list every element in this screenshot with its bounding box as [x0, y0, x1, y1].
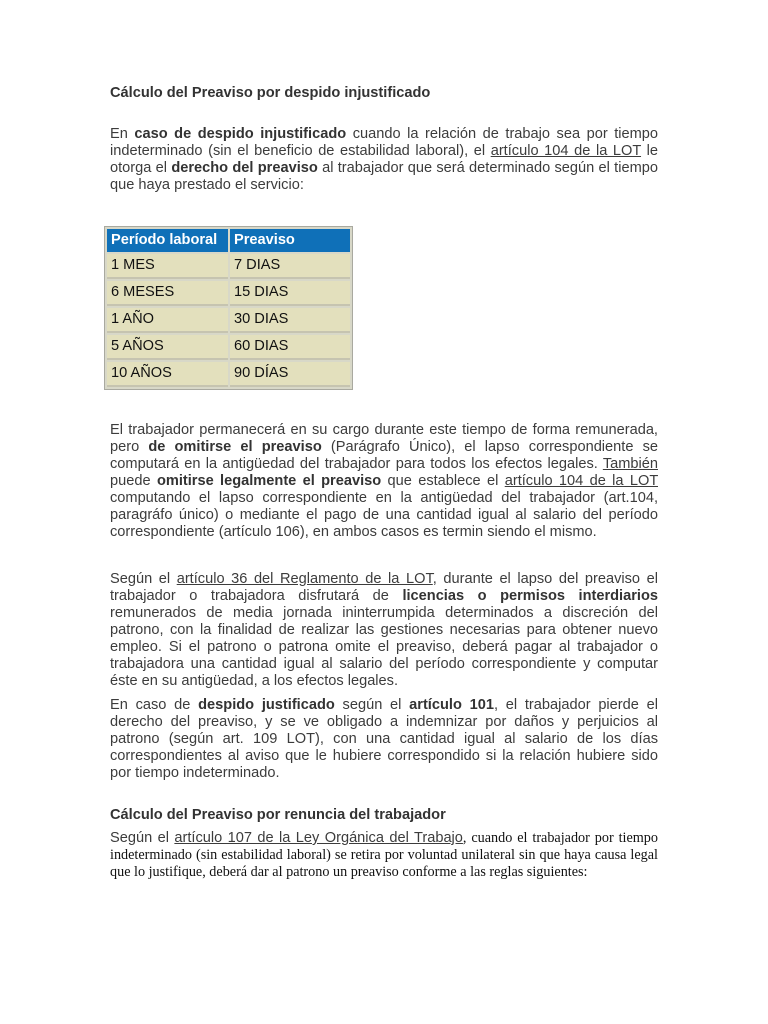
- paragraph-despido-injustificado: En caso de despido injustificado cuando la relación de trabajo sea por tiempo indeterminado (sin el beneficio de estabilidad laboral), el artículo 104 de la LOT le otorga el derecho del preaviso al trabajador que será determinado según el tiempo que haya prestado el servicio:: [110, 126, 659, 193]
- table-row: [107, 308, 350, 333]
- document-content: [110, 84, 658, 881]
- link-articulo-104[interactable]: artículo 104 de la LOT: [490, 143, 642, 159]
- bold-omitirse-legalmente: omitirse legalmente el preaviso: [156, 473, 382, 489]
- heading-preaviso-renuncia: Cálculo del Preaviso por renuncia del trabajador: [110, 807, 446, 823]
- cell-periodo: 5 AÑOS: [107, 335, 228, 360]
- cell-periodo: 1 AÑO: [107, 308, 228, 333]
- cell-preaviso: 60 DIAS: [230, 335, 350, 360]
- cell-periodo: 6 MESES: [107, 281, 228, 306]
- table-row: [107, 254, 350, 279]
- cell-preaviso: 15 DIAS: [230, 281, 350, 306]
- table-wrapper: [110, 226, 658, 390]
- table-row: [107, 335, 350, 360]
- heading-preaviso-despido-injustificado: Cálculo del Preaviso por despido injustificado: [110, 85, 431, 101]
- link-articulo-36-reglamento[interactable]: artículo 36 del Reglamento de la LOT: [176, 571, 433, 587]
- cell-preaviso: 30 DIAS: [230, 308, 350, 333]
- bold-caso-despido: caso de despido injustificado: [134, 126, 347, 142]
- table-row: [107, 362, 350, 387]
- paragraph-reglamento: Según el artículo 36 del Reglamento de la LOT, durante el lapso del preaviso el trabajador o trabajadora disfrutará de licencias o permisos interdiarios remunerados de media jornada ininterrumpida determinados a discreción del patrono, con la finalidad de realizar las gestiones necesarias para obtener nuevo empleo. Si el patrono o patrona omite el preaviso, deberá pagar al trabajador o trabajadora una cantidad igual al salario del período correspondiente y computar éste en su antigüedad, a los efectos legales.: [110, 571, 658, 689]
- preaviso-table: [104, 226, 353, 390]
- table-header-row: [107, 229, 350, 252]
- table-row: [107, 281, 350, 306]
- bold-derecho-preaviso: derecho del preaviso: [171, 160, 318, 176]
- link-tambien[interactable]: También: [602, 456, 658, 472]
- cell-preaviso: 7 DIAS: [230, 254, 350, 279]
- column-header-preaviso: Preaviso: [230, 229, 350, 252]
- bold-articulo-101: artículo 101: [409, 697, 494, 713]
- bold-despido-justificado: despido justificado: [198, 697, 335, 713]
- column-header-periodo: Período laboral: [107, 229, 228, 252]
- link-articulo-104-lot[interactable]: artículo 104 de la LOT: [504, 473, 658, 489]
- paragraph-despido-justificado: En caso de despido justificado según el artículo 101, el trabajador pierde el derecho del preaviso, y se ve obligado a indemnizar por daños y perjuicios al patrono (según art. 109 LOT), con una cantidad igual al salario de los días correspondientes al aviso que le hubiere correspondido si la relación hubiere sido por tiempo indeterminado.: [110, 697, 658, 781]
- cell-periodo: 1 MES: [107, 254, 228, 279]
- paragraph-renuncia: Según el artículo 107 de la Ley Orgánica del Trabajo, cuando el trabajador por tiempo indeterminado (sin estabilidad laboral) se retira por voluntad unilateral sin que haya causa legal que lo justifique, deberá dar al patrono un preaviso conforme a las reglas siguientes:: [110, 830, 658, 880]
- cell-preaviso: 90 DÍAS: [230, 362, 350, 387]
- bold-licencias-permisos: licencias o permisos interdiarios: [402, 588, 658, 604]
- cell-periodo: 10 AÑOS: [107, 362, 228, 387]
- paragraph-permanencia: El trabajador permanecerá en su cargo durante este tiempo de forma remunerada, pero de omitirse el preaviso (Parágrafo Único), el lapso correspondiente se computará en la antigüedad del trabajador para todos los efectos legales. También puede omitirse legalmente el preaviso que establece el artículo 104 de la LOT computando el lapso correspondiente en la antigüedad del trabajador (art.104, paragráfo único) o mediante el pago de una cantidad igual al salario del período correspondiente (artículo 106), en ambos casos es termin siendo el mismo.: [110, 422, 658, 540]
- link-articulo-107[interactable]: artículo 107 de la Ley Orgánica del Trabajo: [174, 830, 463, 846]
- bold-omitirse-preaviso: de omitirse el preaviso: [148, 439, 322, 455]
